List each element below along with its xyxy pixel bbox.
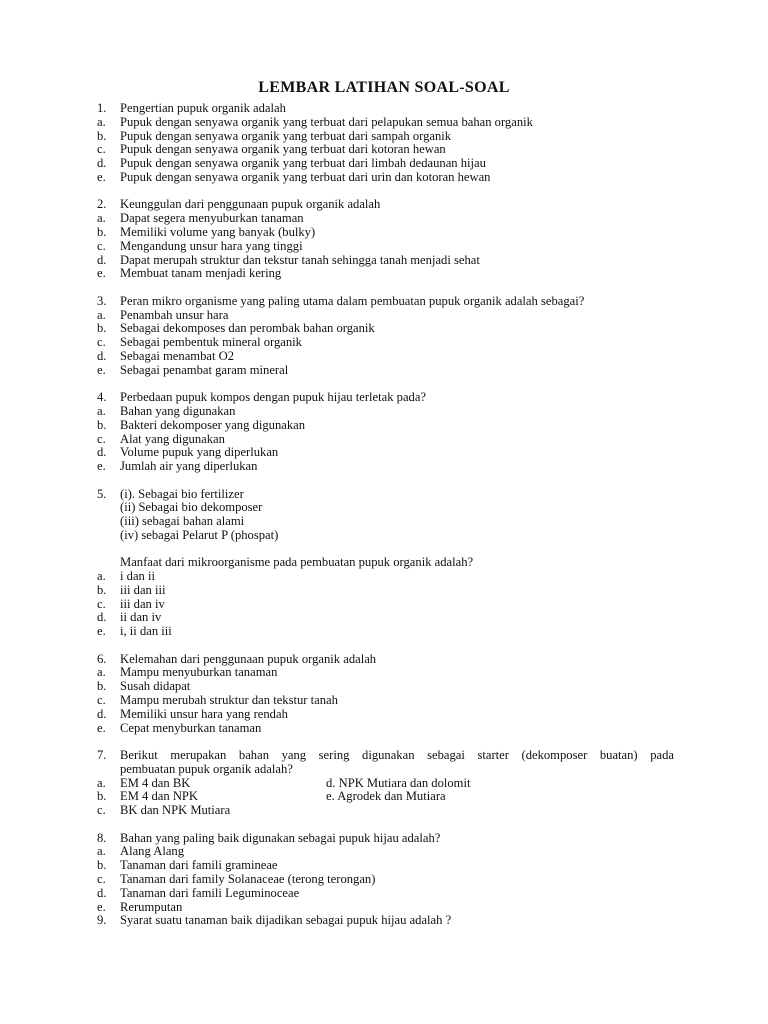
question-text: Bahan yang paling baik digunakan sebagai pupuk hijau adalah? <box>120 830 441 845</box>
option-text: Penambah unsur hara <box>120 307 229 322</box>
question-text: pembuatan pupuk organik adalah? <box>120 761 293 776</box>
option-key: e. <box>97 624 106 639</box>
question-text: Peran mikro organisme yang paling utama dalam pembuatan pupuk organik adalah sebagai? <box>120 293 585 308</box>
option-key: a. <box>97 844 106 859</box>
question-text: Keunggulan dari penggunaan pupuk organik adalah <box>120 197 381 212</box>
statement: (iii) sebagai bahan alami <box>120 514 245 529</box>
option-key: b. <box>97 224 107 239</box>
option-text: ii dan iv <box>120 610 162 625</box>
option-key: d. <box>97 156 107 171</box>
question-7 <box>97 749 677 763</box>
question-number: 9. <box>97 913 107 928</box>
option-text: Tanaman dari famili Leguminoceae <box>120 885 300 900</box>
option-2c <box>97 240 677 254</box>
option-key: e. <box>97 362 106 377</box>
option-5c <box>97 598 677 612</box>
option-text: Pupuk dengan senyawa organik yang terbuat dari pelapukan semua bahan organik <box>120 114 533 129</box>
option-key: a. <box>97 211 106 226</box>
page-title: LEMBAR LATIHAN SOAL-SOAL <box>258 79 510 96</box>
spacer <box>97 185 677 199</box>
option-key: e. <box>97 720 106 735</box>
option-text: Tanaman dari family Solanaceae (terong terongan) <box>120 872 376 886</box>
question-text: Berikut merupakan bahan yang sering digunakan sebagai starter (dekomposer buatan) pada <box>120 748 674 763</box>
spacer <box>97 378 677 392</box>
option-8e <box>97 901 677 915</box>
option-key: d. <box>97 706 107 721</box>
question-text: Kelemahan dari penggunaan pupuk organik adalah <box>120 651 377 666</box>
option-text: i dan ii <box>120 569 155 584</box>
option-text: Pupuk dengan senyawa organik yang terbuat dari limbah dedaunan hijau <box>120 156 486 171</box>
option-6a <box>97 666 677 680</box>
question-9 <box>97 914 677 928</box>
option-1a <box>97 116 677 130</box>
option-text: Bahan yang digunakan <box>120 403 236 418</box>
option-3d <box>97 350 677 364</box>
option-3b <box>97 322 677 336</box>
option-text: Tanaman dari famili gramineae <box>120 858 278 873</box>
option-key: b. <box>97 679 107 694</box>
option-text: Susah didapat <box>120 679 191 694</box>
option-4a <box>97 405 677 419</box>
option-7b <box>97 790 677 804</box>
option-8d <box>97 887 677 901</box>
option-6d <box>97 708 677 722</box>
question-2 <box>97 198 677 212</box>
option-key: e. <box>97 266 106 281</box>
option-key: a. <box>97 665 106 680</box>
option-7a <box>97 777 677 791</box>
option-2d <box>97 254 677 268</box>
question-6 <box>97 653 677 667</box>
option-text: Jumlah air yang diperlukan <box>120 459 258 474</box>
option-text: Sebagai menambat O2 <box>120 348 235 363</box>
option-7c <box>97 804 677 818</box>
option-text: BK dan NPK Mutiara <box>120 803 231 818</box>
question-4 <box>97 391 677 405</box>
option-3c <box>97 336 677 350</box>
option-6b <box>97 680 677 694</box>
option-text: Alat yang digunakan <box>120 431 225 446</box>
question-number: 4. <box>97 390 107 405</box>
spacer <box>97 639 677 653</box>
option-key: c. <box>97 238 106 253</box>
option-key: b. <box>97 789 107 804</box>
option-text: Bakteri dekomposer yang digunakan <box>120 417 306 432</box>
option-text: Volume pupuk yang diperlukan <box>120 445 279 460</box>
option-key: a. <box>97 307 106 322</box>
option-key: c. <box>97 803 106 818</box>
option-key: e. <box>97 899 106 914</box>
question-number: 2. <box>97 197 107 212</box>
option-text: Alang Alang <box>120 844 185 859</box>
option-key: b. <box>97 321 107 336</box>
option-key: d. <box>97 252 107 267</box>
spacer <box>97 735 677 749</box>
option-key: a. <box>97 403 106 418</box>
option-4e <box>97 460 677 474</box>
option-key: c. <box>97 431 106 446</box>
option-text: Memiliki unsur hara yang rendah <box>120 706 288 721</box>
option-1c <box>97 143 677 157</box>
option-text: Pupuk dengan senyawa organik yang terbuat dari sampah organik <box>120 128 452 143</box>
option-key: e. <box>97 169 106 184</box>
option-key: c. <box>97 596 106 611</box>
option-text: iii dan iii <box>120 582 166 597</box>
question-text: Manfaat dari mikroorganisme pada pembuatan pupuk organik adalah? <box>120 555 474 570</box>
spacer <box>97 474 677 488</box>
option-key: d. <box>97 348 107 363</box>
option-2a <box>97 212 677 226</box>
option-key: c. <box>97 142 106 157</box>
option-key: d. <box>97 885 107 900</box>
option-5e <box>97 625 677 639</box>
option-text: Memiliki volume yang banyak (bulky) <box>120 224 316 239</box>
option-text: Sebagai penambat garam mineral <box>120 362 289 377</box>
option-6c <box>97 694 677 708</box>
option-key: d. <box>97 445 107 460</box>
option-text: iii dan iv <box>120 596 165 611</box>
option-2b <box>97 226 677 240</box>
question-text: Syarat suatu tanaman baik dijadikan sebagai pupuk hijau adalah ? <box>120 913 452 928</box>
question-number: 5. <box>97 486 107 501</box>
option-3a <box>97 309 677 323</box>
option-4d <box>97 446 677 460</box>
question-number: 6. <box>97 651 107 666</box>
question-number: 7. <box>97 748 107 763</box>
option-text: Pupuk dengan senyawa organik yang terbuat dari urin dan kotoran hewan <box>120 169 491 184</box>
option-3e <box>97 364 677 378</box>
option-text: Pupuk dengan senyawa organik yang terbuat dari kotoran hewan <box>120 142 446 157</box>
option-5b <box>97 584 677 598</box>
option-key: e. <box>97 459 106 474</box>
statement-line <box>97 529 677 543</box>
option-key: a. <box>97 569 106 584</box>
option-key: b. <box>97 417 107 432</box>
option-key: b. <box>97 128 107 143</box>
option-key: c. <box>97 693 106 708</box>
option-2e <box>97 267 677 281</box>
option-text: Dapat segera menyuburkan tanaman <box>120 211 304 226</box>
option-text: Sebagai dekomposes dan perombak bahan organik <box>120 321 375 336</box>
option-key: b. <box>97 858 107 873</box>
question-list <box>97 102 677 928</box>
option-8c <box>97 873 677 887</box>
question-8 <box>97 832 677 846</box>
statement-line <box>97 515 677 529</box>
question-5-prompt <box>97 556 677 570</box>
statement: (iv) sebagai Pelarut P (phospat) <box>120 527 279 542</box>
option-text: Cepat menyburkan tanaman <box>120 720 262 735</box>
option-8b <box>97 859 677 873</box>
option-8a <box>97 845 677 859</box>
option-text: Mampu merubah struktur dan tekstur tanah <box>120 693 338 708</box>
option-text: Dapat merupah struktur dan tekstur tanah sehingga tanah menjadi sehat <box>120 252 480 267</box>
option-4c <box>97 433 677 447</box>
option-text: EM 4 dan NPK <box>120 789 199 804</box>
option-key: d. <box>97 610 107 625</box>
question-text: Pengertian pupuk organik adalah <box>120 101 286 115</box>
option-text: Mampu menyuburkan tanaman <box>120 665 278 680</box>
option-4b <box>97 419 677 433</box>
option-text: Mengandung unsur hara yang tinggi <box>120 238 303 253</box>
option-text-right: d. NPK Mutiara dan dolomit <box>326 775 471 790</box>
option-1d <box>97 157 677 171</box>
option-6e <box>97 722 677 736</box>
option-1b <box>97 130 677 144</box>
option-text: Sebagai pembentuk mineral organik <box>120 335 302 350</box>
option-key: b. <box>97 582 107 597</box>
option-1e <box>97 171 677 185</box>
statement: (i). Sebagai bio fertilizer <box>120 486 244 501</box>
option-5a <box>97 570 677 584</box>
option-text: i, ii dan iii <box>120 624 172 639</box>
spacer <box>97 281 677 295</box>
statement: (ii) Sebagai bio dekomposer <box>120 500 263 515</box>
question-number: 3. <box>97 293 107 308</box>
question-7-continued <box>97 763 677 777</box>
statement-line <box>97 501 677 515</box>
question-number: 8. <box>97 830 107 845</box>
option-key: c. <box>97 335 106 350</box>
spacer <box>97 543 677 557</box>
question-1 <box>97 102 677 116</box>
option-key: a. <box>97 114 106 129</box>
option-5d <box>97 611 677 625</box>
option-text: Rerumputan <box>120 899 183 914</box>
option-text: EM 4 dan BK <box>120 775 191 790</box>
question-text: Perbedaan pupuk kompos dengan pupuk hijau terletak pada? <box>120 390 427 405</box>
option-text-right: e. Agrodek dan Mutiara <box>326 789 446 804</box>
question-number: 1. <box>97 101 107 115</box>
option-key: a. <box>97 775 106 790</box>
option-key: c. <box>97 872 106 886</box>
question-5 <box>97 488 677 502</box>
question-3 <box>97 295 677 309</box>
spacer <box>97 818 677 832</box>
option-text: Membuat tanam menjadi kering <box>120 266 282 281</box>
